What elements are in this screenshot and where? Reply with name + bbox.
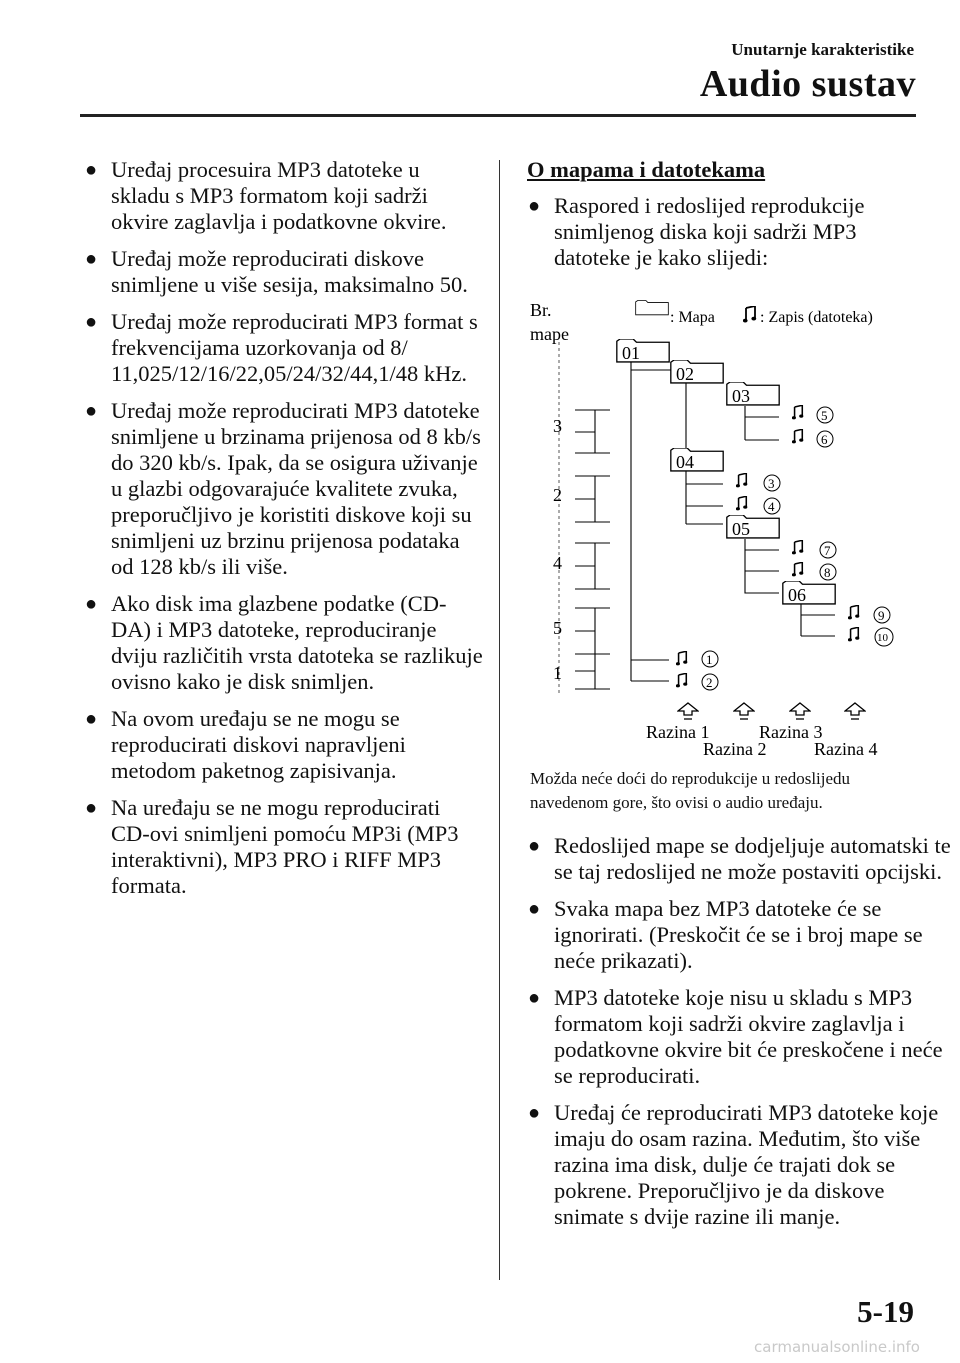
list-item-text: Na uređaju se ne mogu reproducirati CD-ovi snimljeni pomoću MP3i (MP3 interaktivni), MP3 PRO i RIFF MP3 formata. xyxy=(111,795,459,898)
svg-text:01: 01 xyxy=(622,343,640,363)
bullet-icon: ● xyxy=(528,987,541,1009)
right-column-bullets xyxy=(527,833,960,1241)
svg-text:06: 06 xyxy=(788,585,806,605)
level-label: Razina 1 xyxy=(646,722,710,742)
bullet-icon: ● xyxy=(85,159,98,181)
page-number: 5-19 xyxy=(857,1294,914,1329)
list-item xyxy=(84,246,484,298)
folder-number: 2 xyxy=(553,485,562,505)
list-item xyxy=(84,157,484,235)
file-8 xyxy=(792,562,836,580)
list-item xyxy=(527,1100,960,1230)
file-legend: : Zapis (datoteka) xyxy=(760,309,873,326)
mape-label: mape xyxy=(530,324,569,344)
list-item xyxy=(84,795,484,899)
file-5 xyxy=(792,405,833,423)
list-item-text: MP3 datoteke koje nisu u skladu s MP3 formatom koji sadrži okvire zaglavlja i podatkovne okvire bit će preskočene i neće se reproducirati. xyxy=(554,985,943,1088)
list-item-text: Svaka mapa bez MP3 datoteke će se ignorirati. (Preskočit će se i broj mape se neće prikazati). xyxy=(554,896,923,973)
bullet-icon: ● xyxy=(528,195,541,217)
header-section-label: Unutarnje karakteristike xyxy=(731,40,914,59)
br-label: Br. xyxy=(530,300,552,320)
page-title: Audio sustav xyxy=(699,63,916,105)
diagram-caption: Možda neće doći do reprodukcije u redoslijedu navedenom gore, što ovisi o audio uređaju. xyxy=(530,769,851,812)
folder-legend: : Mapa xyxy=(670,309,715,326)
note-icon xyxy=(743,306,756,323)
file-10 xyxy=(848,627,893,646)
file-3 xyxy=(736,473,780,491)
list-item-text: Na ovom uređaju se ne mogu se reproducirati diskovi napravljeni metodom paketnog zapisivanja. xyxy=(111,706,406,783)
level-arrows xyxy=(678,703,865,719)
svg-text:03: 03 xyxy=(732,386,750,406)
folder-number: 5 xyxy=(553,618,562,638)
level-label: Razina 3 xyxy=(759,722,823,742)
svg-text:9: 9 xyxy=(878,608,885,623)
bullet-icon: ● xyxy=(85,593,98,615)
file-1 xyxy=(676,651,718,667)
file-2 xyxy=(676,673,718,690)
list-item xyxy=(527,896,960,974)
header-rule xyxy=(80,114,916,117)
svg-text:02: 02 xyxy=(676,364,694,384)
folder-04 xyxy=(671,448,723,472)
svg-text:6: 6 xyxy=(821,432,828,447)
svg-text:8: 8 xyxy=(824,565,831,580)
list-item-text: Uređaj može reproducirati MP3 datoteke snimljene u brzinama prijenosa od 8 kb/s do 320 kb/s. Ipak, da se osigura uživanje u glazbi odgovarajuće kvalitete zvuka, preporučljivo je koristiti diskove koji su snimljeni uz brzinu prijenosa podataka od 128 kb/s ili više. xyxy=(111,398,481,579)
list-item xyxy=(84,309,484,387)
folder-structure-diagram xyxy=(522,293,922,768)
file-7 xyxy=(792,540,836,558)
list-item xyxy=(527,985,960,1089)
level-label: Razina 2 xyxy=(703,739,767,759)
folder-number: 4 xyxy=(553,553,562,573)
list-item-text: Uređaj procesuira MP3 datoteke u skladu s MP3 formatom koji sadrži okvire zaglavlja i podatkovne okvire. xyxy=(111,157,447,234)
bullet-icon: ● xyxy=(85,248,98,270)
folder-03 xyxy=(727,382,779,406)
bullet-icon: ● xyxy=(528,835,541,857)
folder-number-group xyxy=(553,410,610,689)
svg-text:5: 5 xyxy=(821,408,828,423)
bullet-icon: ● xyxy=(85,708,98,730)
folder-01 xyxy=(617,339,669,363)
file-9 xyxy=(848,605,890,623)
list-item xyxy=(527,193,927,271)
right-column xyxy=(527,157,927,282)
svg-text:04: 04 xyxy=(676,452,694,472)
list-item xyxy=(84,398,484,580)
svg-text:10: 10 xyxy=(877,632,888,644)
svg-text:3: 3 xyxy=(768,476,775,491)
svg-text:4: 4 xyxy=(768,499,775,514)
list-item-text: Ako disk ima glazbene podatke (CD-DA) i MP3 datoteke, reproduciranje dviju različitih vrsta datoteka se razlikuje ovisno kako je disk snimljen. xyxy=(111,591,483,694)
section-heading: O mapama i datotekama xyxy=(527,157,766,182)
bullet-icon: ● xyxy=(528,1102,541,1124)
left-column xyxy=(84,157,484,910)
list-item xyxy=(84,706,484,784)
bullet-icon: ● xyxy=(85,400,98,422)
folder-06 xyxy=(783,581,835,605)
file-4 xyxy=(736,496,780,514)
folder-number: 1 xyxy=(553,663,562,683)
svg-text:1: 1 xyxy=(706,652,713,667)
folder-number: 3 xyxy=(553,416,562,436)
folder-icon xyxy=(636,301,669,315)
list-item-text: Raspored i redoslijed reprodukcije snimljenog diska koji sadrži MP3 datoteke je kako slijedi: xyxy=(554,193,865,270)
svg-text:05: 05 xyxy=(732,519,750,539)
list-item xyxy=(84,591,484,695)
list-item-text: Uređaj će reproducirati MP3 datoteke koje imaju do osam razina. Međutim, što više razina ima disk, dulje će trajati dok se pokrene. Preporučljivo je da diskove snimate s dvije razine ili manje. xyxy=(554,1100,939,1229)
bullet-icon: ● xyxy=(528,898,541,920)
watermark: carmanualsonline.info xyxy=(754,1338,920,1356)
folder-02 xyxy=(671,360,723,384)
list-item-text: Uređaj može reproducirati diskove snimljene u više sesija, maksimalno 50. xyxy=(111,246,468,297)
list-item-text: Uređaj može reproducirati MP3 format s frekvencijama uzorkovanja od 8/ 11,025/12/16/22,05/24/32/44,1/48 kHz. xyxy=(111,309,478,386)
bullet-icon: ● xyxy=(85,797,98,819)
folder-05 xyxy=(727,515,779,539)
column-divider xyxy=(499,160,500,1280)
list-item xyxy=(527,833,960,885)
file-6 xyxy=(792,429,833,447)
level-label: Razina 4 xyxy=(814,739,878,759)
bullet-icon: ● xyxy=(85,311,98,333)
svg-text:7: 7 xyxy=(824,543,831,558)
svg-text:2: 2 xyxy=(706,675,713,690)
list-item-text: Redoslijed mape se dodjeljuje automatski te se taj redoslijed ne može postaviti opcijski. xyxy=(554,833,951,884)
